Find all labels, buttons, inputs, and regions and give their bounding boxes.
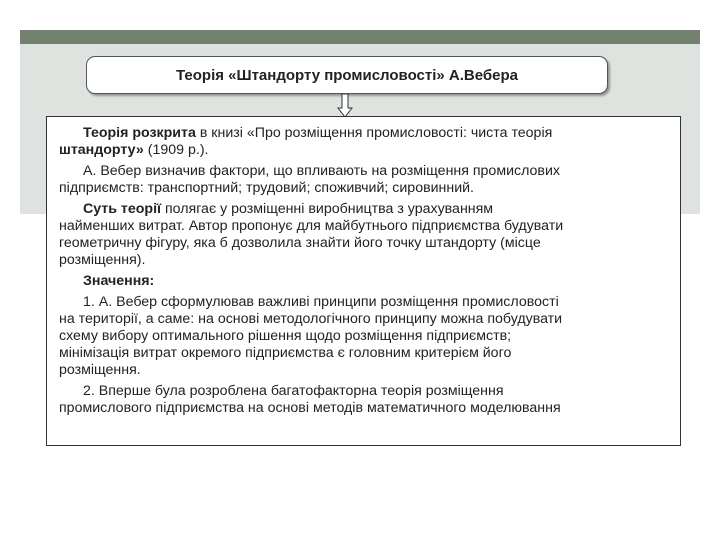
- section-heading: Значення:: [83, 273, 155, 289]
- paragraph-essence: [59, 201, 670, 269]
- text-line: Теорія розкрита в книзі «Про розміщення промисловості: чиста теорія: [83, 125, 553, 141]
- text-line: 2. Вперше була розроблена багатофакторна теорія розміщення: [83, 383, 504, 399]
- page-title: Теорія «Штандорту промисловості» А.Вебера: [176, 66, 518, 84]
- content-box: [46, 116, 681, 446]
- text-line: А. Вебер визначив фактори, що впливають на розміщення промислових: [83, 163, 560, 179]
- text-line: підприємств: транспортний; трудовий; споживчий; сировинний.: [59, 180, 475, 196]
- text-line: 1. А. Вебер сформулював важливі принципи розміщення промисловості: [83, 294, 559, 310]
- text-line: розміщення).: [59, 252, 146, 268]
- paragraph-point-2: [59, 383, 670, 417]
- down-arrow-icon: [337, 94, 353, 118]
- text-line: мінімізація витрат окремого підприємства є головним критерієм його: [59, 345, 512, 361]
- text-line: геометричну фігуру, яка б дозволила знайти його точку штандорту (місце: [59, 235, 541, 251]
- text-line: на території, а саме: на основі методологічного принципу можна побудувати: [59, 311, 563, 327]
- paragraph-significance-heading: [59, 273, 670, 290]
- text-line: схему вибору оптимального рішення щодо розміщення підприємств;: [59, 328, 512, 344]
- text-line: розміщення.: [59, 362, 141, 378]
- paragraph-theory: [59, 125, 670, 159]
- text-line: штандорту» (1909 р.).: [59, 142, 209, 158]
- text-line: найменших витрат. Автор пропонує для майбутнього підприємства будувати: [59, 218, 564, 234]
- header-bar: [20, 30, 700, 44]
- paragraph-point-1: [59, 294, 670, 379]
- title-box: [86, 56, 608, 94]
- paragraph-factors: [59, 163, 670, 197]
- text-line: промислового підприємства на основі методів математичного моделювання: [59, 400, 561, 416]
- text-line: Суть теорії полягає у розміщенні виробництва з урахуванням: [83, 201, 494, 217]
